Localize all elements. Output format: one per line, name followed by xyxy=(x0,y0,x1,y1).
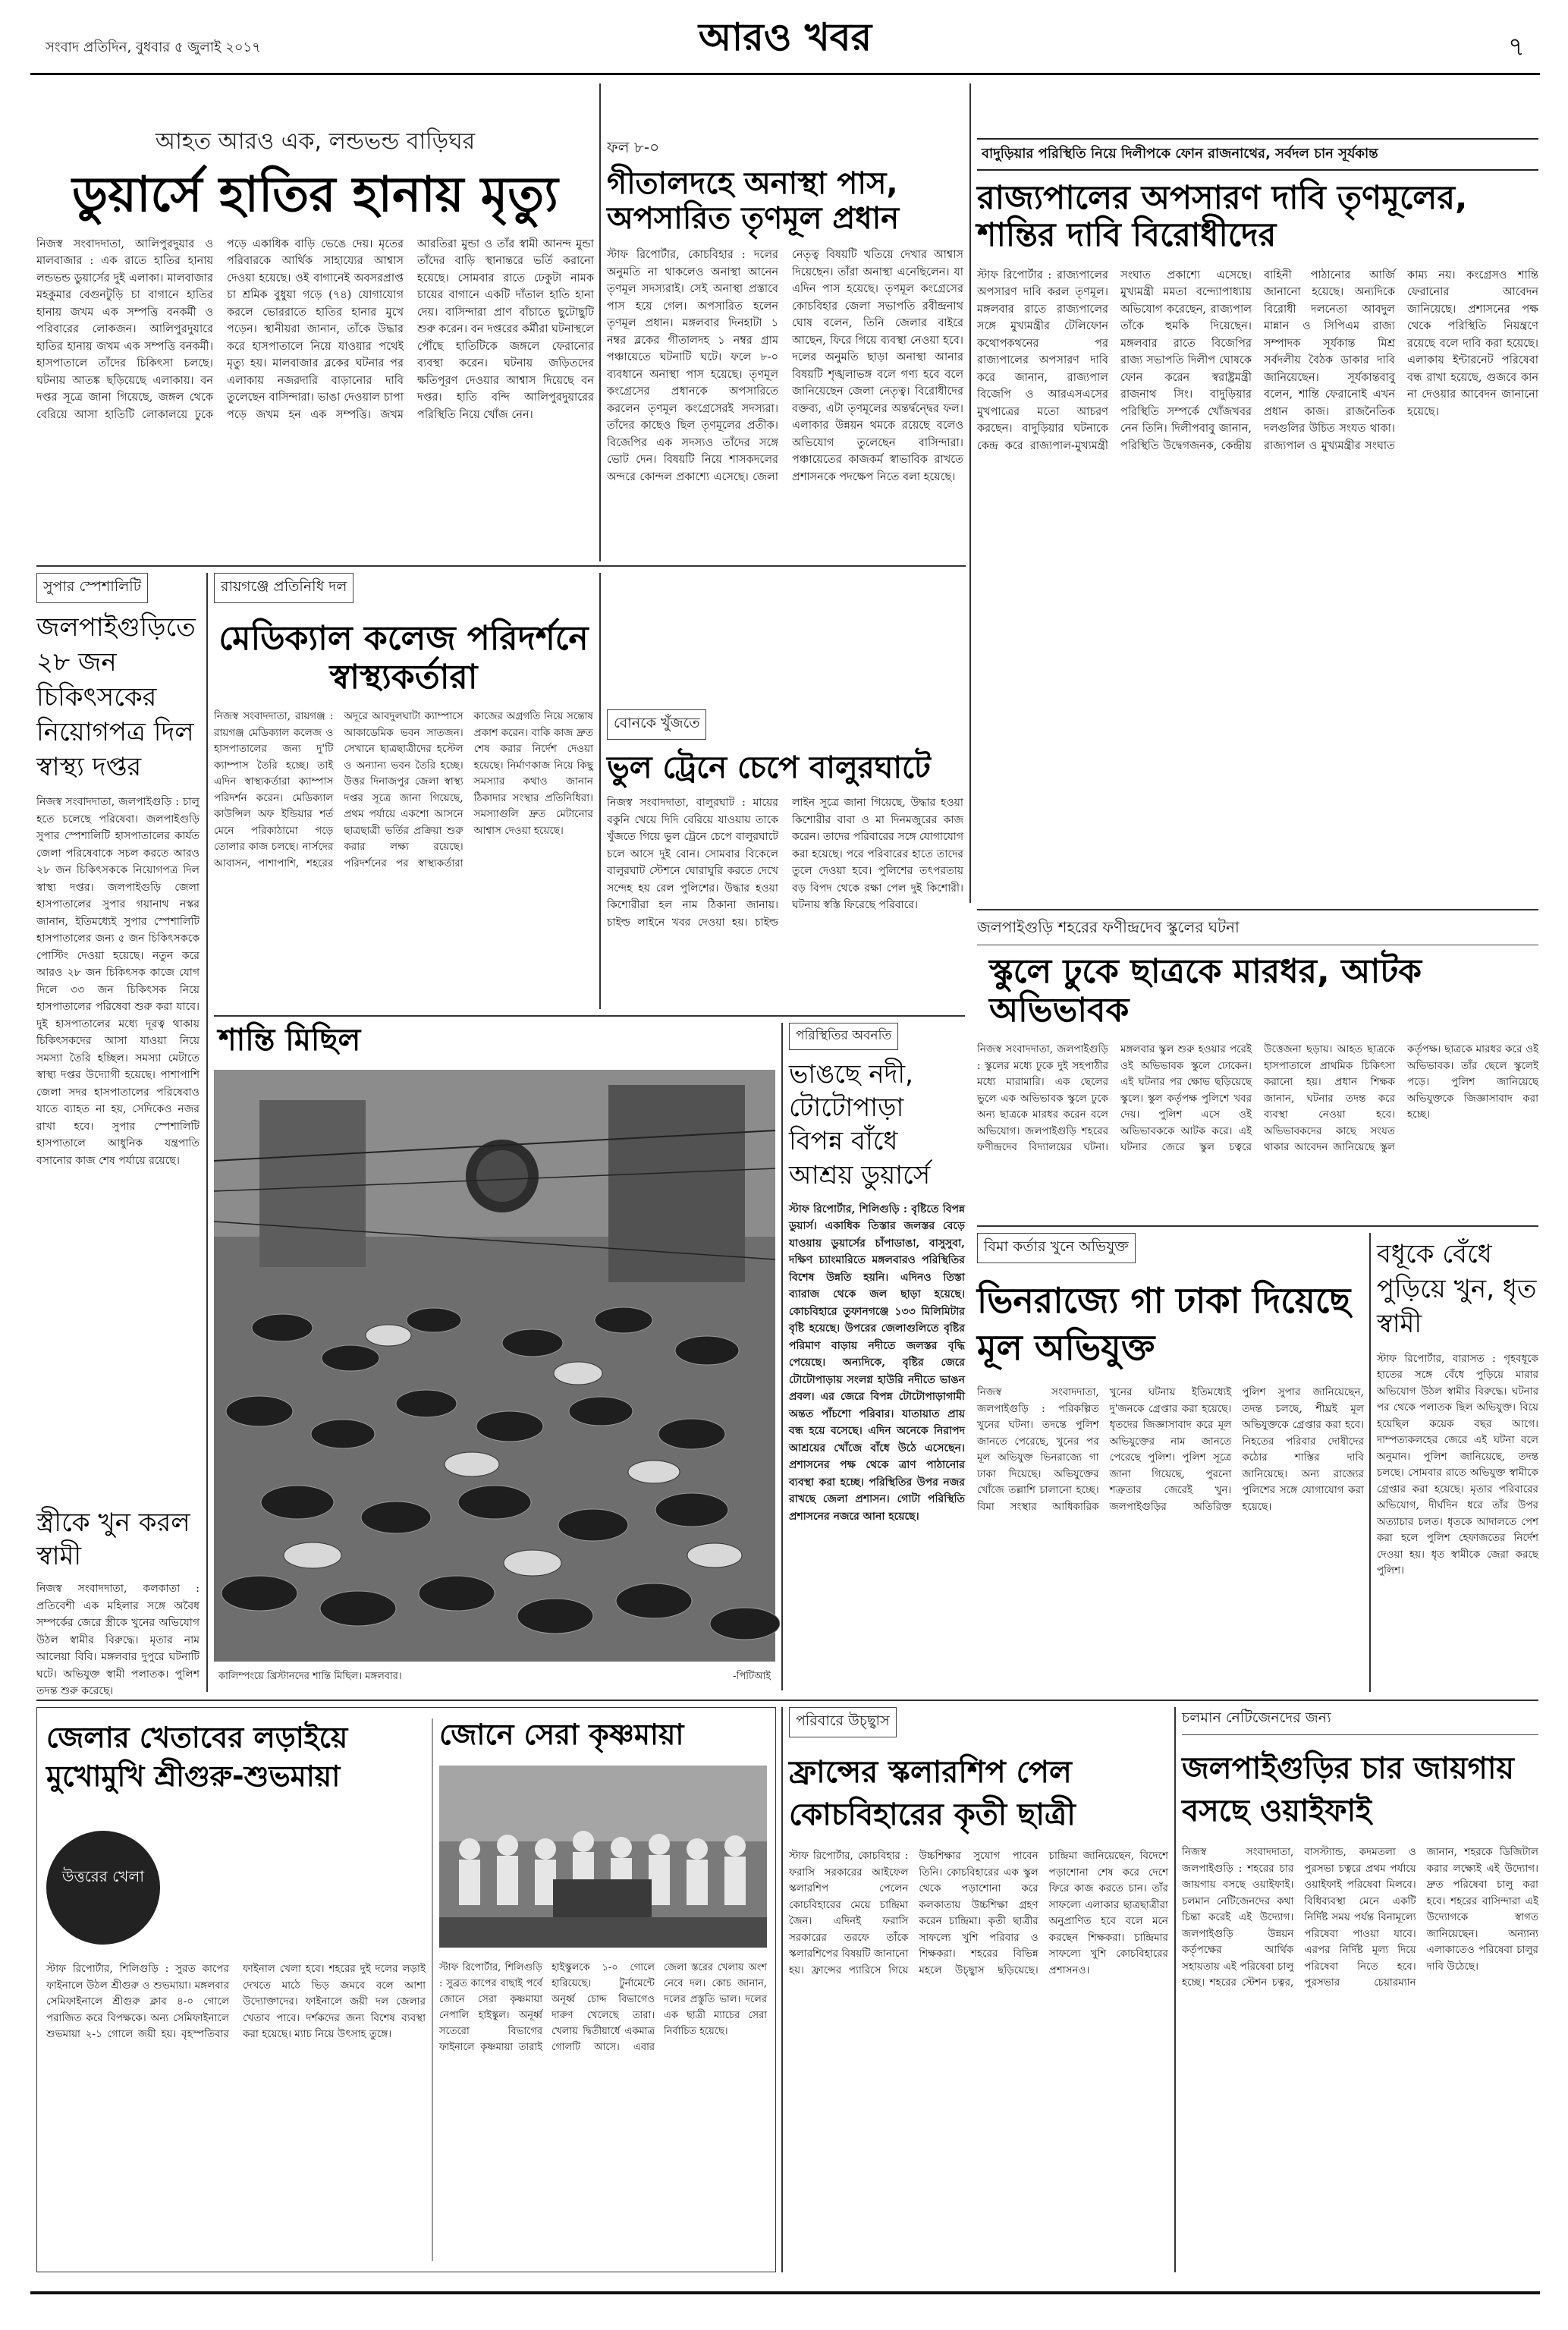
story-krishnamaya xyxy=(439,1718,767,2265)
story-kicker: রায়গঞ্জে প্রতিনিধি দল xyxy=(214,573,354,603)
top-kicker: বাদুড়িয়ার পরিস্থিতি নিয়ে দিলীপকে ফোন রাজনাথের, সর্বদল চান সূর্যকান্ত xyxy=(977,138,1538,171)
story-body: নিজস্ব সংবাদদাতা, রায়গঞ্জ : রায়গঞ্জ মেডিক্যাল কলেজ ও হাসপাতালের জন্য দু'টি ক্যাম্পাস তৈরি হচ্ছে। তাই এদিন স্বাস্থ্যকর্তারা ক্যাম্পাস পরিদর্শন করেন। মেডিক্যাল কাউন্সিল অফ ইন্ডিয়ার শর্ত মেনে পরিকাঠামো গড়ে তোলার কাজ চলছে। নার্সদের আবাসন, পাশাপাশি, শহরের অদূরে আবদুলঘাটা ক্যাম্পাসে আকাডেমিক ভবন সাতজন। সেখানে ছাত্রছাত্রীদের হস্টেল ও অন্যান্য ভবন তৈরি হচ্ছে। উত্তর দিনাজপুর জেলা স্বাস্থ্য দপ্তর সূত্রে জানা গিয়েছে, প্রথম পর্যায়ে একশো আসনে ছাত্রছাত্রী ভর্তির প্রক্রিয়া শুরু করার লক্ষ্য রয়েছে। পরিদর্শনের পর স্বাস্থ্যকর্তারা কাজের অগ্রগতি নিয়ে সন্তোষ প্রকাশ করেন। বাকি কাজ দ্রুত শেষ করার নির্দেশ দেওয়া হয়েছে। নির্মাণকাজ নিয়ে কিছু সমস্যার কথাও জানান ঠিকাদার সংস্থার প্রতিনিধিরা। সমস্যাগুলি দ্রুত মেটানোর আশ্বাস দেওয়া হয়েছে। xyxy=(214,710,593,869)
story-headline: ডুয়ার্সে হাতির হানায় মৃত্যু xyxy=(72,167,558,223)
story-super-specialty xyxy=(36,573,200,1498)
story-body: নিজস্ব সংবাদদাতা, আলিপুরদুয়ার ও মালবাজার : এক রাতে হাতির হানায় লন্ডভন্ড ডুয়ার্সের দুই এলাকা। মালবাজার মহকুমার বেগুনটুড়ি চা বাগানে হাতির হানায় জখম এক সম্পত্তি বনকর্মী ও পরিবারের লোকজন। আলিপুরদুয়ারে হাতির হানায় জখম এক সম্পত্তি বনকর্মী। হাসপাতালে তাঁদের চিকিৎসা চলছে। ঘটনায় আতঙ্ক ছড়িয়েছে এলাকায়। বন দপ্তর সূত্রে জানা গিয়েছে, জঙ্গল থেকে বেরিয়ে আসা হাতিটি লোকালয়ে ঢুকে পড়ে একাধিক বাড়ি ভেঙে দেয়। মৃতের পরিবারকে আর্থিক সাহায্যের আশ্বাস দেওয়া হয়েছে। ওই বাগানেই অবসরপ্রাপ্ত চা শ্রমিক বুধুয়া গড়ে (৭৪) যোগাযোগ করলে ভোররাতে হাতির হানার মুখে পড়েন। স্থানীয়রা জানান, তাঁকে উদ্ধার করে হাসপাতালে নিয়ে যাওয়ার পথেই মৃত্যু হয়। মালবাজার ব্লকের ঘটনার পর এলাকায় নজরদারি বাড়ানোর দাবি তুলেছেন বাসিন্দারা। ভাঙা দেওয়াল চাপা পড়ে জখম হন এক সম্পত্তি। জখম আরতিরা মুন্ডা ও তাঁর স্বামী আনন্দ মুন্ডা তাঁদের বাড়ি স্থানান্তরে ভর্তি করানো হয়েছে। সোমবার রাতে ঢেকুটা নামক চায়ের বাগানে একটি দাঁতাল হাতি হানা দেয়। বাসিন্দারা প্রাণ বাঁচাতে ছুটোছুটি শুরু করেন। বন দপ্তরের কর্মীরা ঘটনাস্থলে পৌঁছে হাতিটিকে জঙ্গলে ফেরানোর ব্যবস্থা করেন। ঘটনায় জড়িতদের ক্ষতিপূরণ দেওয়ার আশ্বাস দিয়েছে বন দপ্তর। হাতি বন্দি আলিপুরদুয়ারের পরিস্থিতি নিয়ে খোঁজ নেন। xyxy=(36,237,594,421)
column-rule xyxy=(432,1718,433,2261)
section-rule xyxy=(214,1015,965,1017)
story-body: নিজস্ব সংবাদদাতা, বালুরঘাট : মায়ের বকুনি খেয়ে দিদি বেরিয়ে যাওয়ায় তাকে খুঁজতে গিয়ে ভুল ট্রেনে চেপে বালুরঘাটে চলে আসে দুই বোন। সোমবার বিকেলে বালুরঘাট স্টেশনে ঘোরাঘুরি করতে দেখে সন্দেহ হয় রেল পুলিশের। উদ্ধার হওয়া কিশোরীরা হল নাম ঠিকানা জানায়। চাইল্ড লাইনে খবর দেওয়া হয়। চাইল্ড লাইন সূত্রে জানা গিয়েছে, উদ্ধার হওয়া কিশোরীর বাবা ও মা দিনমজুরের কাজ করেন। তাদের পরিবারের সঙ্গে যোগাযোগ করা হয়েছে। পরে পরিবারের হাতে তাদের তুলে দেওয়া হবে। পুলিশের তৎপরতায় বড় বিপদ থেকে রক্ষা পেল দুই কিশোরী। ঘটনায় স্বস্তি ফিরেছে পরিবারে। xyxy=(607,797,963,929)
story-headline: ভুল ট্রেনে চেপে বালুরঘাটে xyxy=(607,750,931,785)
story-kicker: বিমা কর্তার খুনে অভিযুক্ত xyxy=(977,1233,1136,1263)
sports-logo xyxy=(46,1831,160,1945)
story-wife-killed xyxy=(36,1506,200,1698)
story-kicker: পরিবারে উচ্ছ্বাস xyxy=(789,1707,897,1737)
story-kicker: ফল ৮-০ xyxy=(607,138,660,156)
story-body: নিজস্ব সংবাদদাতা, জলপাইগুড়ি : শহরের চার জায়গায় বসছে ওয়াইফাই। চলমান নেটিজেনদের কথা চিন্তা করেই এই উদ্যোগ। জলপাইগুড়ি উন্নয়ন কর্তৃপক্ষের আর্থিক সহায়তায় এই পরিষেবা চালু হচ্ছে। শহরের স্টেশন চত্বর, বাসস্ট্যান্ড, কদমতলা ও পুরসভা চত্বরে প্রথম পর্যায়ে ওয়াইফাই পরিষেবা মিলবে। বিধিব্যবস্থা মেনে একটি নির্দিষ্ট সময় পর্যন্ত বিনামূল্যে পরিষেবা পাওয়া যাবে। এরপর নির্দিষ্ট মূল্য দিয়ে পরিষেবা নিতে হবে। পুরসভার চেয়ারম্যান জানান, শহরকে ডিজিটাল করার লক্ষ্যেই এই উদ্যোগ। দ্রুত পরিষেবা চালু করা হবে। শহরের বাসিন্দারা এই উদ্যোগকে স্বাগত জানিয়েছেন। অন্যান্য এলাকাতেও পরিষেবা চালুর দাবি উঠেছে। xyxy=(1182,1846,1538,1989)
story-wifi xyxy=(1182,1707,1538,2272)
story-body: নিজস্ব সংবাদদাতা, জলপাইগুড়ি : চালু হতে চলেছে পরিষেবা। জলপাইগুড়ি সুপার স্পেশালিটি হাসপাতালের কার্যত জেলা পরিষেবাকে সচল করতে আরও ২৮ জন চিকিৎসককে নিয়োগপত্র দিল স্বাস্থ্য দপ্তর। জলপাইগুড়ি জেলা হাসপাতালের সুপার গয়ানাথ নস্কর জানান, ইতিমধ্যেই সুপার স্পেশালিটি হাসপাতালের জন্য ৫ জন চিকিৎসককে পোস্টিং দেওয়া হয়েছে। নতুন করে আরও ২৮ জন চিকিৎসক কাজে যোগ দিলে ৩৩ জন চিকিৎসক নিয়ে হাসপাতালের পরিষেবা শুরু করা যাবে। দুই হাসপাতালের মধ্যে দূরত্ব থাকায় চিকিৎসকদের আসা যাওয়া নিয়ে সমস্যা তৈরি হচ্ছিল। সমস্যা মেটাতে স্বাস্থ্য দপ্তর উদ্যোগী হয়েছে। পাশাপাশি জেলা সদর হাসপাতালের পরিষেবাও যাতে ব্যাহত না হয়, সেদিকেও নজর রাখা হবে। সুপার স্পেশালিটি হাসপাতালে আধুনিক যন্ত্রপাতি বসানোর কাজ শেষ পর্যায়ে রয়েছে। xyxy=(36,796,200,1167)
story-governor xyxy=(977,83,1538,910)
story-insurance xyxy=(977,1233,1364,1696)
rally-photo xyxy=(214,1070,775,1662)
story-body: স্টাফ রিপোর্টার, শিলিগুড়ি : সুব্রত কাপের বাছাই পর্বে জোনে সেরা কৃষ্ণমায়া নেপালি হাইস্কুল। অনূর্ধ্ব সতেরো বিভাগের ফাইনালে কৃষ্ণমায়া তারাই হাইস্কুলকে ১-০ গোলে হারিয়েছে। টুর্নামেন্টে অনূর্ধ্ব চোদ্দ বিভাগেও দারুণ খেলেছে তারা। খেলায় দ্বিতীয়ার্ধে একমাত্র গোলটি আসে। এবার জেলা স্তরের খেলায় অংশ নেবে দল। কোচ জানান, দলের প্রস্তুতি ভাল। দলের এক ছাত্রী ম্যাচের সেরা নির্বাচিত হয়েছে। xyxy=(439,1962,767,2053)
column-rule xyxy=(1369,1233,1371,1692)
story-kicker: চলমান নেটিজেনদের জন্য xyxy=(1182,1707,1538,1735)
story-body: নিজস্ব সংবাদদাতা, জলপাইগুড়ি : পরিকল্পিত খুনের ঘটনা। তদন্তে পুলিশ জানতে পেরেছে, খুনের পর মূল অভিযুক্ত ভিনরাজ্যে গা ঢাকা দিয়েছে। অভিযুক্তের খোঁজে তল্লাশি চালানো হচ্ছে। বিমা সংস্থার আধিকারিক খুনের ঘটনায় ইতিমধ্যেই দু'জনকে গ্রেপ্তার করা হয়েছে। ধৃতদের জিজ্ঞাসাবাদ করে মূল অভিযুক্তের নাম জানতে পেরেছে পুলিশ। পুলিশ সূত্রে জানা গিয়েছে, পুরনো শত্রুতার জেরেই খুন। জলপাইগুড়ির অতিরিক্ত পুলিশ সুপার জানিয়েছেন, তদন্ত চলছে, শীঘ্রই মূল অভিযুক্তকে গ্রেপ্তার করা হবে। নিহতের পরিবার দোষীদের কঠোর শাস্তির দাবি জানিয়েছে। অন্য রাজ্যের পুলিশের সঙ্গে যোগাযোগ করা হয়েছে। xyxy=(977,1386,1364,1513)
sports-logo-text: উত্তরের খেলা xyxy=(61,1867,145,1885)
column-rule xyxy=(781,1707,783,2272)
section-title: আরও খবর xyxy=(698,15,872,59)
story-train xyxy=(607,573,963,1009)
story-kicker: সুপার স্পেশালিটি xyxy=(36,573,148,603)
story-body: নিজস্ব সংবাদদাতা, জলপাইগুড়ি : স্কুলের মধ্যে ঢুকে দুই সহপাঠীর মধ্যে মারামারি। এক ছেলের ভুলে এক অভিভাবক স্কুলে ঢুকে অন্য ছাত্রকে মারধর করেন বলে অভিযোগ। জলপাইগুড়ি শহরের ফণীন্দ্রদেব বিদ্যালয়ের ঘটনা। মঙ্গলবার স্কুল শুরু হওয়ার পরেই ওই অভিভাবক স্কুলে ঢোকেন। এই ঘটনার পর ক্ষোভ ছড়িয়েছে স্কুলে। স্কুল কর্তৃপক্ষ পুলিশে খবর দেয়। পুলিশ এসে ওই অভিভাবককে আটক করে। এই ঘটনার জেরে স্কুল চত্বরে উত্তেজনা ছড়ায়। আহত ছাত্রকে হাসপাতালে প্রাথমিক চিকিৎসা করানো হয়। প্রধান শিক্ষক জানান, ঘটনার তদন্ত করে ব্যবস্থা নেওয়া হবে। অভিভাবকদের কাছে সংযত থাকার আবেদন জানিয়েছে স্কুল কর্তৃপক্ষ। ছাত্রকে মারধর করে ওই অভিভাবক। তাঁর ছেলে স্কুলেই পড়ে। পুলিশ জানিয়েছে অভিযুক্তকে জিজ্ঞাসাবাদ করা হচ্ছে। xyxy=(977,1043,1538,1154)
section-rule xyxy=(977,1225,1538,1227)
column-rule xyxy=(781,1023,783,1690)
story-body: স্টাফ রিপোর্টার, শিলিগুড়ি : সুরত কাপের ফাইনালে উঠল শ্রীগুরু ও শুভমায়া। মঙ্গলবার সেমিফাইনালে শ্রীগুরু ক্লাব ৪-০ গোলে পরাজিত করে বিপক্ষকে। অন্য সেমিফাইনালে শুভমায়া ২-১ গোলে জয়ী হয়। বৃহস্পতিবার ফাইনাল খেলা হবে। শহরের দুই দলের লড়াই দেখতে মাঠে ভিড় জমবে বলে আশা উদ্যোক্তাদের। ফাইনালে জয়ী দল জেলার খেতাব পাবে। দর্শকদের জন্য বিশেষ ব্যবস্থা করা হয়েছে। ম্যাচ নিয়ে উৎসাহ তুঙ্গে। xyxy=(46,1963,426,2040)
dateline: সংবাদ প্রতিদিন, বুধবার ৫ জুলাই ২০১৭ xyxy=(46,39,261,55)
story-kicker: পরিস্থিতির অবনতি xyxy=(789,1023,898,1050)
story-kicker: জলপাইগুড়ি শহরের ফণীন্দ্রদেব স্কুলের ঘটনা xyxy=(977,917,1538,945)
story-scholarship xyxy=(789,1707,1168,2272)
section-rule xyxy=(36,1700,1538,1701)
story-gitaldaha xyxy=(607,83,963,561)
story-body: নিজস্ব সংবাদদাতা, কলকাতা : প্রতিবেশী এক মহিলার সঙ্গে অবৈধ সম্পর্কের জেরে স্ত্রীকে খুনের অভিযোগ উঠল স্বামীর বিরুদ্ধে। মৃতার নাম আলেয়া বিবি। মঙ্গলবার দুপুরে ঘটনাটি ঘটে। অভিযুক্ত স্বামী পলাতক। পুলিশ তদন্ত শুরু করেছে। xyxy=(36,1583,200,1698)
column-rule xyxy=(1174,1707,1176,2272)
photo-credit: -পিটিআই xyxy=(733,1671,771,1682)
section-rule xyxy=(36,565,966,567)
story-headline: স্কুলে ঢুকে ছাত্রকে মারধর, আটক অভিভাবক xyxy=(989,952,1422,1030)
team-photo xyxy=(439,1766,767,1948)
story-headline: রাজ্যপালের অপসারণ দাবি তৃণমূলের, শান্তির দাবি বিরোধীদের xyxy=(977,179,1468,255)
story-headline: জোনে সেরা কৃষ্ণমায়া xyxy=(439,1718,684,1751)
story-body: স্টাফ রিপোর্টার, বারাসত : গৃহবধূকে হাতের সঙ্গে বেঁধে পুড়িয়ে মারার অভিযোগ উঠল স্বামীর বিরুদ্ধে। ঘটনার পর থেকে পলাতক ছিল অভিযুক্ত। বিয়ে হয়েছিল কয়েক বছর আগে। দাম্পত্যকলহের জেরে এই ঘটনা বলে অনুমান। পুলিশ জানিয়েছে, তদন্ত চলছে। সোমবার রাতে অভিযুক্ত স্বামীকে গ্রেপ্তার করা হয়েছে। মৃতার পরিবারের অভিযোগ, দীর্ঘদিন ধরে তাঁর উপর অত্যাচার চলত। ধৃতকে আদালতে পেশ করা হলে পুলিশ হেফাজতের নির্দেশ দেওয়া হয়। ধৃত স্বামীকে জেরা করছে পুলিশ। xyxy=(1377,1352,1538,1577)
sports-box xyxy=(36,1707,776,2272)
story-kicker: আহত আরও এক, লন্ডভন্ড বাড়িঘর xyxy=(155,128,476,155)
story-election xyxy=(46,1718,426,2265)
page-bottom-rule xyxy=(30,2291,1540,2294)
story-headline: ভাঙছে নদী, টোটোপাড়া বিপন্ন বাঁধে আশ্রয় ডুয়ার্সে xyxy=(789,1059,931,1190)
story-school xyxy=(977,917,1538,1220)
photo-headline: শান্তি মিছিল xyxy=(218,1023,361,1058)
story-body: স্টাফ রিপোর্টার, কোচবিহার : দলের অনুমতি না থাকলেও অনাস্থা আনেন তৃণমূল সদস্যরাই। সেই অনাস্থা প্রস্তাবে পাস হয়ে গেল। অপসারিত হলেন তৃণমূল প্রধান। মঙ্গলবার দিনহাটা ১ নম্বর ব্লকের গীতালদহ ১ নম্বর গ্রাম পঞ্চায়েতে ঘটনাটি ঘটে। ফলে ৮-০ ব্যবধানে অনাস্থা পাস হয়েছে। তৃণমূল কংগ্রেসের প্রধানকে অপসারিতে করলেন তৃণমূল কংগ্রেসেরই সদস্যরা। তাঁদের কাছেও ছিল তৃণমূলের প্রতীক। বিজেপির এক সদস্যও তাঁদের সঙ্গে ভোট দেন। বিষয়টি নিয়ে শাসকদলের অন্দরে কোন্দল প্রকাশ্যে এসেছে। জেলা নেতৃত্ব বিষয়টি খতিয়ে দেখার আশ্বাস দিয়েছেন। তাঁরা অনাস্থা এনেছিলেন। যা এদিন পাস হয়েছে। তৃণমূল কংগ্রেসের কোচবিহার জেলা সভাপতি রবীন্দ্রনাথ ঘোষ বলেন, তিনি জেলার বাইরে আছেন, ফিরে গিয়ে ব্যবস্থা নেওয়া হবে। দলের অনুমতি ছাড়া অনাস্থা আনার বিষয়টি শৃঙ্খলাভঙ্গ বলে গণ্য হবে বলে জানিয়েছেন জেলা নেতৃত্ব। বিরোধীদের বক্তব্য, এটা তৃণমূলের অন্তর্দ্বন্দ্বের ফল। এলাকার উন্নয়ন থমকে রয়েছে বলেও অভিযোগ তুলেছেন বাসিন্দারা। পঞ্চায়েতের কাজকর্ম স্বাভাবিক রাখতে প্রশাসনকে পদক্ষেপ নিতে বলা হয়েছে। xyxy=(607,249,963,483)
story-elephant xyxy=(36,83,594,561)
story-headline: ফ্রান্সের স্কলারশিপ পেল কোচবিহারের কৃতী ছাত্রী xyxy=(789,1755,1076,1832)
story-headline: জলপাইগুড়ির চার জায়গায় বসছে ওয়াইফাই xyxy=(1182,1751,1514,1828)
story-headline: জেলার খেতাবের লড়াইয়ে মুখোমুখি শ্রীগুরু-শুভমায়া xyxy=(46,1721,348,1794)
story-medical xyxy=(214,573,593,1009)
photo-caption: কালিম্পংয়ে খ্রিস্টানদের শান্তি মিছিল। মঙ্গলবার। xyxy=(218,1671,402,1682)
story-kicker: বোনকে খুঁজতে xyxy=(607,709,706,740)
story-peace-rally xyxy=(214,1023,775,1690)
column-rule xyxy=(969,83,971,903)
column-rule xyxy=(599,83,601,561)
story-body: স্টাফ রিপোর্টার, শিলিগুড়ি : বৃষ্টিতে বিপন্ন ডুয়ার্স। একাধিক তিস্তার জলস্তর বেড়ে যাওয়ায় ডুয়ার্সের চাঁপাডাঙা, বাসুসুবা, দক্ষিণ চ্যাংমারিতে মঙ্গলবারও পরিস্থিতির বিশেষ উন্নতি হয়নি। এদিনও তিস্তা ব্যারাজ থেকে জল ছাড়া হয়েছে। কোচবিহারে তুফানগঞ্জে ১৩৩ মিলিমিটার বৃষ্টি হয়েছে। উপরের জেলাগুলিতে বৃষ্টির পরিমাণ বাড়ায় নদীতে জলস্তর বৃদ্ধি পেয়েছে। অন্যদিকে, বৃষ্টির জেরে টোটোপাড়ায় সংলগ্ন হাউরি নদীতে ভাঙন প্রবল। এর জেরে বিপন্ন টোটোপাড়াগামী অন্তত পাঁচশো পরিবার। যাতায়াত প্রায় বন্ধ হয়ে বসেছে। এদিন অনেকে নিরাপদ আশ্রয়ের খোঁজে বাঁধে উঠে এসেছেন। প্রশাসনের পক্ষ থেকে ত্রাণ পাঠানোর ব্যবস্থা করা হচ্ছে। পরিস্থিতির উপর নজর রাখছে জেলা প্রশাসন। গোটা পরিস্থিতি প্রশাসনের নজরে আনা হয়েছে। xyxy=(789,1203,965,1523)
story-headline: গীতালদহে অনাস্থা পাস, অপসারিত তৃণমূল প্রধান xyxy=(607,166,900,236)
umbrella-crowd-illustration xyxy=(214,1070,775,1662)
team-photo-illustration xyxy=(439,1766,767,1948)
section-rule xyxy=(977,909,1538,910)
story-headline: ভিনরাজ্যে গা ঢাকা দিয়েছে মূল অভিযুক্ত xyxy=(977,1280,1351,1369)
masthead xyxy=(30,14,1540,65)
story-body: স্টাফ রিপোর্টার : রাজ্যপালের অপসারণ দাবি করল তৃণমূল। মঙ্গলবার রাতে রাজ্যপালের সঙ্গে মুখ্যমন্ত্রীর টেলিফোন কথোপকথনের পর রাজ্যপালের অপসারণ দাবি করে জানান, রাজ্যপাল বিজেপি ও আরএসএসের মুখপাত্রের মতো আচরণ করছেন। বাদুড়িয়ার ঘটনাকে কেন্দ্র করে রাজ্যপাল-মুখ্যমন্ত্রী সংঘাত প্রকাশ্যে এসেছে। মুখ্যমন্ত্রী মমতা বন্দ্যোপাধ্যায় অভিযোগ করেছেন, রাজ্যপাল তাঁকে হুমকি দিয়েছেন। মঙ্গলবার রাতে বিজেপির রাজ্য সভাপতি দিলীপ ঘোষকে ফোন করেন স্বরাষ্ট্রমন্ত্রী রাজনাথ সিং। বাদুড়িয়ার পরিস্থিতি সম্পর্কে খোঁজখবর নেন তিনি। দিলীপবাবু জানান, পরিস্থিতি উদ্বেগজনক, কেন্দ্রীয় বাহিনী পাঠানোর আর্জি জানানো হয়েছে। অন্যদিকে বিরোধী দলনেতা আবদুল মান্নান ও সিপিএম রাজ্য সম্পাদক সূর্যকান্ত মিশ্র সর্বদলীয় বৈঠক ডাকার দাবি জানিয়েছেন। সূর্যকান্তবাবু বলেন, শান্তি ফেরানোই এখন প্রধান কাজ। রাজনৈতিক দলগুলির উচিত সংযত থাকা। রাজ্যপাল ও মুখ্যমন্ত্রীর সংঘাত কাম্য নয়। কংগ্রেসও শান্তি ফেরানোর আবেদন জানিয়েছে। প্রশাসনের পক্ষ থেকে পরিস্থিতি নিয়ন্ত্রণে রয়েছে বলে দাবি করা হয়েছে। এলাকায় ইন্টারনেট পরিষেবা বন্ধ রাখা হয়েছে, গুজবে কান না দেওয়ার আবেদন জানানো হয়েছে। xyxy=(977,269,1538,452)
masthead-rule xyxy=(30,73,1540,75)
story-headline: স্ত্রীকে খুন করল স্বামী xyxy=(36,1508,190,1572)
column-rule xyxy=(206,573,208,1692)
page-number: ৭ xyxy=(1507,32,1525,62)
story-burned xyxy=(1377,1233,1538,1696)
column-rule xyxy=(599,573,601,1009)
story-headline: জলপাইগুড়িতে ২৮ জন চিকিৎসকের নিয়োগপত্র দিল স্বাস্থ্য দপ্তর xyxy=(36,612,196,782)
story-headline: মেডিক্যাল কলেজ পরিদর্শনে স্বাস্থ্যকর্তারা xyxy=(218,619,589,696)
story-body: স্টাফ রিপোর্টার, কোচবিহার : ফরাসি সরকারের আইফেল স্কলারশিপ পেলেন কোচবিহারের মেয়ে চান্দ্রিমা জৈন। এদিনই ফরাসি সরকারের তরফে তাঁকে স্কলারশিপের বিষয়টি জানানো হয়। ফ্রান্সের প্যারিসে গিয়ে উচ্চশিক্ষার সুযোগ পাবেন তিনি। কোচবিহারের এক স্কুল থেকে পড়াশোনা করে কলকাতায় উচ্চশিক্ষা গ্রহণ করেন চান্দ্রিমা। কৃতী ছাত্রীর সাফল্যে খুশি পরিবার ও শিক্ষকরা। শহরের বিভিন্ন মহলে উচ্ছ্বাস ছড়িয়েছে। চান্দ্রিমা জানিয়েছেন, বিদেশে পড়াশোনা শেষ করে দেশে ফিরে কাজ করতে চান। তাঁর সাফল্যে এলাকার ছাত্রছাত্রীরা অনুপ্রাণিত হবে বলে মনে করছেন শিক্ষকরা। চান্দ্রিমার সাফল্যে খুশি কোচবিহারের প্রশাসনও। xyxy=(789,1850,1168,1976)
story-headline: বধূকে বেঁধে পুড়িয়ে খুন, ধৃত স্বামী xyxy=(1377,1239,1537,1339)
story-river xyxy=(789,1023,965,1690)
